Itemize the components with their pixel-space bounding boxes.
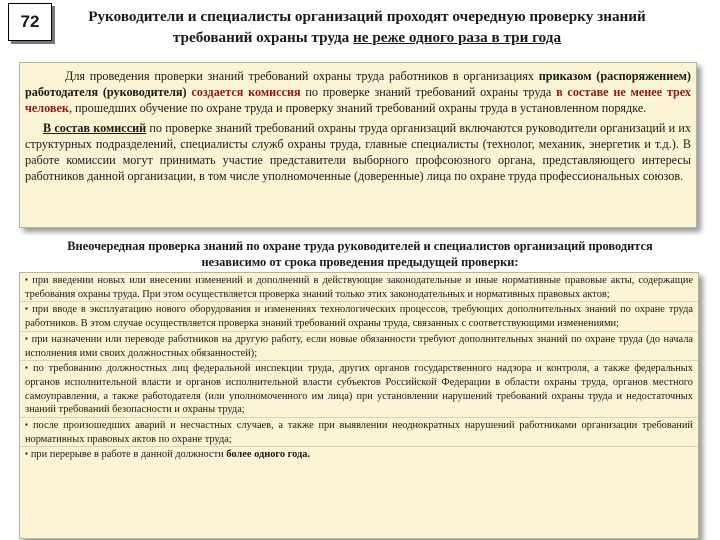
list-item-text: при введении новых или внесении изменений и дополнений в действующие законодательные и иные нормативные правовые акты, содержащие требования охраны труда. При этом осуществляется проверка знаний только этих законодательных и нормативных правовых актов; — [25, 275, 693, 300]
extraordinary-check-list — [19, 272, 699, 539]
list-item-text: после произошедших аварий и несчастных случаев, а также при выявлении неоднократных нарушений работниками организации требований нормативных правовых актов по охране труда; — [25, 420, 693, 445]
list-item — [20, 446, 698, 462]
title-underlined: не реже одного раза в три года — [353, 29, 562, 46]
bullet-icon: ▪ — [25, 363, 31, 373]
p1-red-commission: создается комиссия — [191, 85, 301, 100]
list-item-text: при перерыве в работе в данной должности — [30, 449, 227, 461]
list-item-text: по требованию должностных лиц федеральной инспекции труда, других органов государственного надзора и контроля, а также федеральных органов исполнительной власти и органов исполнительной власти субъектов Российской Федерации в области охраны труда, органов местного самоуправления, а также работодателя (или уполномоченного им лица) при установлении нарушений требований охраны труда и недостаточных знаний требований безопасности и охраны труда; — [25, 363, 693, 416]
list-item — [20, 273, 698, 301]
list-item-bold: более одного года. — [226, 449, 311, 461]
p2-bold-composition: В состав комиссий — [43, 120, 147, 135]
title-text: Руководители и специалисты организаций проходят очередную проверку знаний требований охраны труда — [88, 8, 646, 46]
slide-number: 72 — [8, 3, 52, 41]
list-item — [20, 301, 698, 330]
list-item — [20, 331, 698, 360]
bullet-icon: ▪ — [25, 275, 30, 284]
paragraph-commission-creation — [20, 68, 696, 117]
p1-text-3: , прошедших обучение по охране труда и проверку знаний требований охраны труда в установленном порядке. — [68, 101, 647, 116]
bullet-icon: ▪ — [25, 449, 28, 459]
bullet-icon: ▪ — [25, 333, 29, 343]
p1-red-members: в составе не менее трех человек — [25, 85, 692, 116]
list-item-text: при вводе в эксплуатацию нового оборудования и изменениях технологических процессов, требующих дополнительных знаний по охране труда работников. В этом случае осуществляется проверка знаний требований охраны труда, связанных с соответствующими изменениями; — [25, 304, 693, 330]
p1-text-1: Для проведения проверки знаний требований охраны труда работников в организациях — [65, 69, 539, 83]
bullet-icon: ▪ — [25, 420, 30, 430]
p1-bold-order: приказом (распоряжением) работодателя (руководителя) — [25, 69, 691, 100]
p2-text: по проверке знаний требований охраны труда организаций включаются руководители организаций и их структурных подразделений, специалисты служб охраны труда, главные специалисты (технолог, механик, энергетик и т.д.). В работе комиссии могут принимать участие представители выборного профсоюзного органа, представляющего интересы работников данной организации, в том числе уполномоченные (доверенные) лица по охране труда профессиональных союзов. — [25, 120, 691, 184]
commission-box — [19, 62, 697, 228]
list-item — [20, 360, 698, 417]
extraordinary-check-heading: Внеочередная проверка знаний по охране труда руководителей и специалистов организаций проводится независимо от срока проведения предыдущей проверки: — [67, 239, 653, 269]
p1-text-2: по проверке знаний требований охраны труда — [300, 85, 557, 100]
bullet-icon: ▪ — [25, 304, 30, 314]
paragraph-commission-composition — [20, 120, 696, 185]
list-item — [20, 417, 698, 446]
page-title — [62, 2, 672, 58]
list-item-text: при назначении или переводе работников на другую работу, если новые обязанности требуют дополнительных знаний по охране труда (до начала исполнения ими своих должностных обязанностей); — [25, 333, 693, 359]
